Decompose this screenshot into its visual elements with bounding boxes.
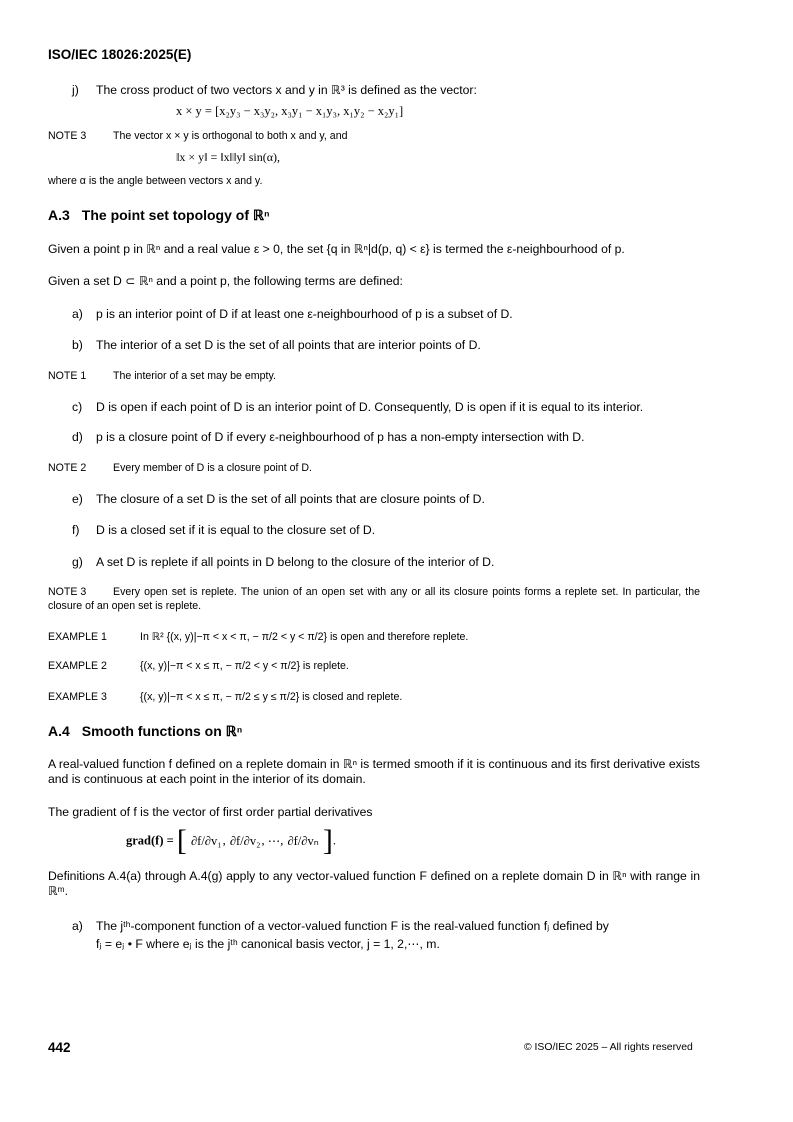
note-label: NOTE 2 [48, 462, 87, 474]
paragraph: Given a set D ⊂ ℝⁿ and a point p, the following terms are defined: [48, 274, 403, 288]
item-text: The cross product of two vectors x and y in ℝ³ is defined as the vector: [96, 83, 477, 97]
paragraph: Definitions A.4(a) through A.4(g) apply to any vector-valued function F defined on a replete domain D in ℝⁿ with range in ℝᵐ. [48, 869, 700, 898]
example-label: EXAMPLE 2 [48, 660, 107, 672]
note-after-text: where α is the angle between vectors x and y. [48, 175, 263, 187]
list-item [72, 522, 375, 538]
section-number: A.4 [48, 723, 70, 739]
paragraph: Given a point p in ℝⁿ and a real value ε > 0, the set {q in ℝⁿ|d(p, q) < ε} is termed the ε-neighbourhood of p. [48, 242, 625, 256]
list-item [72, 306, 513, 322]
note [48, 461, 312, 475]
item-label: c) [72, 400, 83, 414]
example-text: {(x, y)|−π < x ≤ π, − π/2 < y < π/2} is replete. [140, 660, 349, 672]
item-label: a) [72, 919, 83, 933]
item-label: j) [72, 83, 79, 97]
item-text: D is open if each point of D is an interior point of D. Consequently, D is open if it is equal to its interior. [96, 400, 644, 414]
section-number: A.3 [48, 207, 70, 223]
item-text: The jᵗʰ-component function of a vector-valued function F is the real-valued function fⱼ defined by [96, 919, 609, 933]
cross-product-formula: x × y = [x₂y₃ − x₃y₂, x₃y₁ − x₁y₃, x₁y₂ − x₂y₁] [176, 104, 404, 118]
section-heading-a4 [48, 723, 242, 740]
partial-text: ∂f/∂vₙ [287, 834, 319, 848]
item-j [72, 82, 477, 98]
page-number: 442 [48, 1040, 71, 1055]
list-item [72, 554, 494, 570]
paragraph: A real-valued function f defined on a replete domain in ℝⁿ is termed smooth if it is continuous and its first derivative exists and is continuous at each point in the interior of its domain. [48, 757, 700, 786]
partial-text: ∂f/∂v₂ [229, 834, 261, 848]
example-label: EXAMPLE 3 [48, 691, 107, 703]
norm-formula: ‖x × y‖ = ‖x‖‖y‖ sin(α), [176, 150, 281, 164]
partial-1 [191, 834, 222, 848]
gradient-lhs: grad(f) = [126, 833, 174, 848]
partial-text: ∂f/∂v₁ [191, 834, 222, 848]
copyright: © ISO/IEC 2025 – All rights reserved [524, 1042, 693, 1053]
item-text: D is a closed set if it is equal to the closure set of D. [96, 523, 376, 537]
note-cross-product [48, 129, 347, 143]
list-item [72, 337, 481, 353]
item-label: e) [72, 492, 83, 506]
ellipsis: ⋯ [267, 834, 281, 848]
item-text: The interior of a set D is the set of all points that are interior points of D. [96, 338, 481, 352]
paragraph: The gradient of f is the vector of first order partial derivatives [48, 805, 373, 819]
item-text: p is an interior point of D if at least one ε-neighbourhood of p is a subset of D. [96, 307, 513, 321]
item-label: g) [72, 555, 83, 569]
example [48, 659, 349, 673]
example-label: EXAMPLE 1 [48, 631, 107, 643]
note [48, 586, 700, 613]
item-label: f) [72, 523, 80, 537]
list-item [72, 491, 485, 507]
note-text: Every open set is replete. The union of an open set with any or all its closure points forms a replete set. In particular, the closure of an open set is replete. [48, 586, 700, 612]
section-heading-a3 [48, 207, 270, 224]
example [48, 630, 468, 644]
note-text: Every member of D is a closure point of D. [113, 462, 313, 474]
item-text: p is a closure point of D if every ε-neighbourhood of p has a non-empty intersection with D. [96, 430, 585, 444]
note-label: NOTE 3 [48, 130, 87, 142]
item-text: The closure of a set D is the set of all points that are closure points of D. [96, 492, 485, 506]
note [48, 369, 276, 383]
partial-n [287, 834, 318, 848]
note-label: NOTE 3 [48, 586, 87, 598]
item-label: d) [72, 430, 83, 444]
example-text: In ℝ² {(x, y)|−π < x < π, − π/2 < y < π/2} is open and therefore replete. [140, 631, 469, 643]
list-item [72, 399, 643, 415]
right-bracket: ] [322, 824, 333, 857]
list-item [72, 918, 609, 934]
item-label: a) [72, 307, 83, 321]
list-item-continuation: fⱼ = eⱼ • F where eⱼ is the jᵗʰ canonical basis vector, j = 1, 2,⋯, m. [96, 937, 440, 951]
note-label: NOTE 1 [48, 370, 87, 382]
partial-2 [230, 834, 261, 848]
example [48, 690, 402, 704]
section-title: Smooth functions on ℝⁿ [81, 723, 243, 739]
note-text: The interior of a set may be empty. [113, 370, 276, 382]
item-text: A set D is replete if all points in D belong to the closure of the interior of D. [96, 555, 495, 569]
gradient-formula: grad(f) = [ ∂f/∂v₁ , ∂f/∂v₂ , ⋯, ∂f/∂vₙ ]. [126, 824, 336, 857]
item-label: b) [72, 338, 83, 352]
example-text: {(x, y)|−π < x ≤ π, − π/2 ≤ y ≤ π/2} is closed and replete. [140, 691, 403, 703]
list-item [72, 429, 584, 445]
note-text: The vector x × y is orthogonal to both x and y, and [113, 130, 348, 142]
section-title: The point set topology of ℝⁿ [81, 207, 270, 223]
document-header: ISO/IEC 18026:2025(E) [48, 47, 192, 62]
left-bracket: [ [176, 824, 187, 857]
